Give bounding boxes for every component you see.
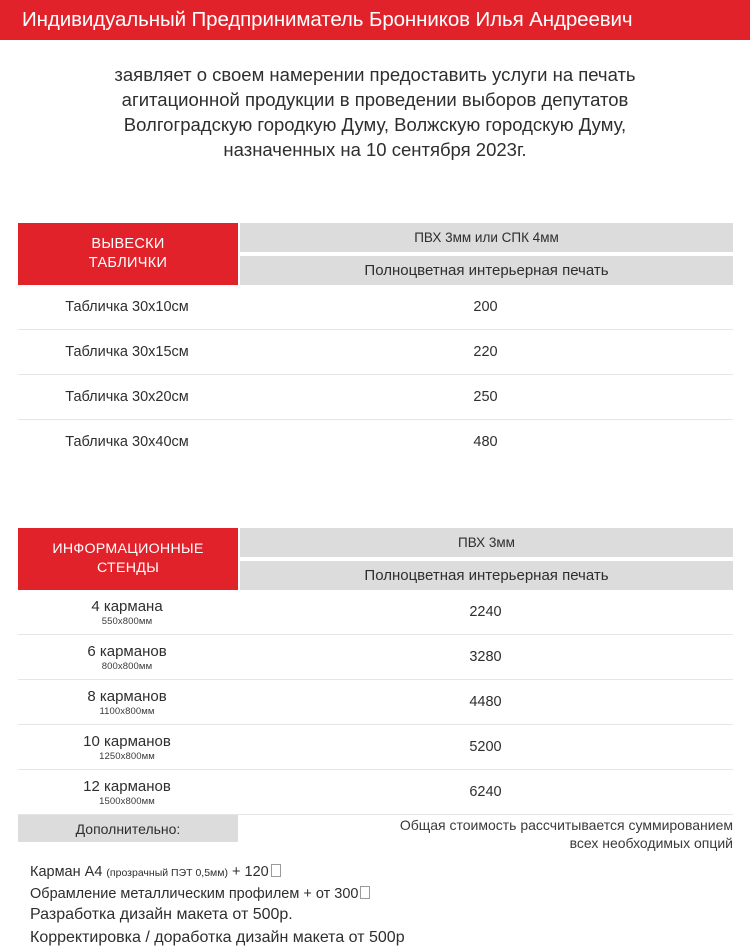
table-row: [18, 285, 733, 329]
intro-line-1: заявляет о своем намерении предоставить услуги на печать: [114, 64, 636, 85]
item-price: 200: [473, 299, 498, 315]
item-name-cell: [18, 590, 238, 634]
table-row: [18, 724, 733, 769]
item-price: 4480: [469, 694, 502, 710]
table-category-signs-line1: ВЫВЕСКИ: [91, 236, 165, 252]
intro-paragraph: [75, 62, 675, 162]
item-name-cell: [18, 770, 238, 814]
item-name: Табличка 30х10см: [65, 299, 189, 315]
table-header-stands: [18, 528, 733, 590]
table-printtype-stands: Полноцветная интерьерная печать: [240, 561, 733, 590]
table-row: [18, 634, 733, 679]
item-price: 220: [473, 344, 498, 360]
additional-label: Дополнительно:: [18, 815, 238, 842]
table-row: [18, 590, 733, 634]
company-title: Индивидуальный Предприниматель Бронников Илья Андреевич: [22, 8, 633, 31]
table-row: [18, 329, 733, 374]
table-row: [18, 679, 733, 724]
option-pocket-text-before: Карман А4: [30, 864, 107, 880]
table-category-stands-line2: СТЕНДЫ: [96, 560, 160, 576]
item-dimensions: 1250х800мм: [99, 750, 155, 762]
item-price: 2240: [469, 604, 502, 620]
option-pocket-spec: (прозрачный ПЭТ 0,5мм): [106, 867, 228, 879]
item-name: Табличка 30х15см: [65, 344, 189, 360]
option-line-pocket: [30, 862, 733, 884]
intro-line-2: агитационной продукции в проведении выборов депутатов: [121, 89, 629, 110]
item-name: Табличка 30х40см: [65, 434, 189, 450]
table-row: [18, 419, 733, 464]
table-row: [18, 769, 733, 814]
item-name: Табличка 30х20см: [65, 389, 189, 405]
option-frame-text: Обрамление металлическим профилем + от 300: [30, 886, 359, 902]
item-name-cell: [18, 330, 238, 374]
table-printtype-signs: Полноцветная интерьерная печать: [240, 256, 733, 285]
table-row: [18, 374, 733, 419]
price-table-stands: [18, 528, 733, 905]
price-table-signs: [18, 223, 733, 464]
intro-line-3: Волгоградскую городкую Думу, Волжскую городскую Думу,: [123, 114, 627, 135]
item-name: 6 карманов: [87, 642, 167, 660]
title-banner: [0, 0, 750, 40]
item-name: 4 кармана: [91, 597, 163, 615]
item-name-cell: [18, 725, 238, 769]
item-name: 12 карманов: [83, 777, 171, 795]
item-name-cell: [18, 375, 238, 419]
table-material-stands: ПВХ 3мм: [240, 528, 733, 557]
currency-glyph-icon: [271, 864, 281, 877]
item-price: 6240: [469, 784, 502, 800]
item-name: 10 карманов: [83, 732, 171, 750]
item-price: 3280: [469, 649, 502, 665]
additional-options-row: [18, 814, 733, 852]
table-header-right-stands: [240, 528, 733, 590]
design-development-note: Разработка дизайн макета от 500р.: [30, 906, 293, 923]
item-dimensions: 550х800мм: [101, 615, 153, 627]
design-service-notes: [30, 903, 405, 949]
item-dimensions: 800х800мм: [101, 660, 153, 672]
item-price: 480: [473, 434, 498, 450]
item-name: 8 карманов: [87, 687, 167, 705]
item-name-cell: [18, 680, 238, 724]
table-category-stands-line1: ИНФОРМАЦИОННЫЕ: [52, 541, 204, 557]
table-header-signs: [18, 223, 733, 285]
intro-line-4: назначенных на 10 сентября 2023г.: [223, 139, 527, 160]
item-name-cell: [18, 285, 238, 329]
item-dimensions: 1500х800мм: [99, 795, 155, 807]
additional-options-list: [18, 862, 733, 905]
option-pocket-text-after: + 120: [227, 864, 269, 880]
table-material-signs: ПВХ 3мм или СПК 4мм: [240, 223, 733, 252]
design-revision-note: Корректировка / доработка дизайн макета от 500р: [30, 929, 405, 946]
currency-glyph-icon: [360, 886, 370, 899]
total-cost-note: [240, 815, 733, 852]
item-name-cell: [18, 420, 238, 464]
table-header-right-signs: [240, 223, 733, 285]
table-category-signs: [18, 223, 238, 285]
total-cost-note-line1: Общая стоимость рассчитывается суммированием: [399, 817, 733, 833]
table-category-signs-line2: ТАБЛИЧКИ: [88, 255, 168, 271]
option-line-frame: [30, 884, 733, 905]
item-price: 5200: [469, 739, 502, 755]
total-cost-note-line2: всех необходимых опций: [569, 835, 733, 851]
item-dimensions: 1100х800мм: [99, 705, 155, 717]
item-price: 250: [473, 389, 498, 405]
item-name-cell: [18, 635, 238, 679]
table-category-stands: [18, 528, 238, 590]
